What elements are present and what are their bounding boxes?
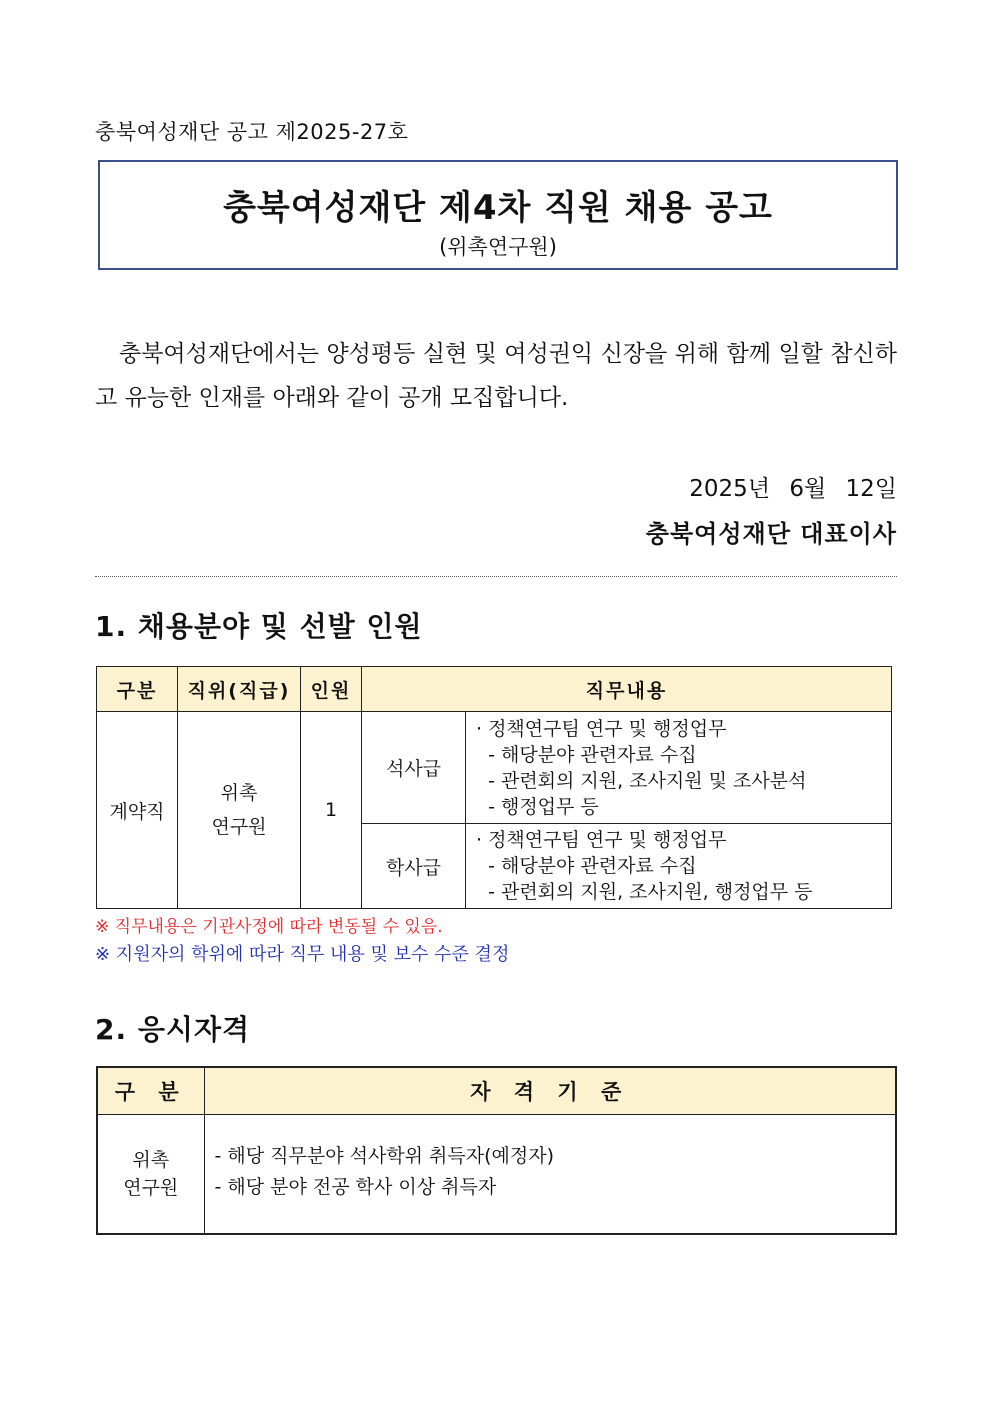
position-cell [178, 712, 301, 909]
qualification-table [96, 1066, 897, 1235]
page-subtitle: (위촉연구원) [439, 235, 557, 259]
header-position: 직위(직급) [178, 667, 301, 712]
duty-line: · 정책연구팀 연구 및 행정업무 [476, 829, 727, 851]
header-criteria: 자 격 기 준 [204, 1067, 896, 1115]
criteria-line: - 해당 직무분야 석사학위 취득자(예정자) [214, 1145, 555, 1167]
category-line1: 위촉 [132, 1149, 170, 1171]
criteria-line: - 해당 분야 전공 학사 이상 취득자 [214, 1176, 497, 1198]
section2-heading: 2. 응시자격 [95, 1013, 251, 1046]
duty-line: - 관련회의 지원, 조사지원 및 조사분석 [476, 769, 807, 792]
duty-line: - 관련회의 지원, 조사지원, 행정업무 등 [476, 881, 813, 903]
notice-date: 2025년 6월 12일 [689, 476, 897, 502]
duty-line: - 행정업무 등 [476, 795, 599, 818]
category-line2: 연구원 [123, 1177, 179, 1199]
table-header-row [97, 1067, 896, 1115]
duties-cell-bachelor [466, 824, 892, 909]
header-count: 인원 [301, 667, 362, 712]
table-header-row [97, 667, 892, 712]
page-title: 충북여성재단 제4차 직원 채용 공고 [223, 188, 773, 228]
grade-cell-bachelor: 학사급 [362, 824, 466, 909]
qualification-category-cell [97, 1115, 204, 1235]
duties-cell-master [466, 712, 892, 824]
category-cell: 계약직 [97, 712, 178, 909]
note-duties-change: ※ 직무내용은 기관사정에 따라 변동될 수 있음. [95, 917, 443, 937]
header-duties: 직무내용 [362, 667, 892, 712]
intro-paragraph: 충북여성재단에서는 양성평등 실현 및 여성권익 신장을 위해 함께 일할 참신하고 유능한 인재를 아래와 같이 공개 모집합니다. [95, 341, 897, 411]
duty-line: - 해당분야 관련자료 수집 [476, 855, 697, 877]
position-line1: 위촉 [220, 782, 258, 804]
count-cell: 1 [301, 712, 362, 909]
table-row [97, 712, 892, 824]
organization-signature: 충북여성재단 대표이사 [645, 520, 897, 548]
duty-line: - 해당분야 관련자료 수집 [476, 743, 697, 766]
section1-heading: 1. 채용분야 및 선발 인원 [95, 610, 423, 643]
title-box [98, 160, 898, 270]
grade-cell-master: 석사급 [362, 712, 466, 824]
position-line2: 연구원 [211, 816, 267, 838]
table-row [97, 1115, 896, 1235]
notice-number: 충북여성재단 공고 제2025-27호 [95, 120, 409, 144]
duty-line: · 정책연구팀 연구 및 행정업무 [476, 717, 727, 740]
recruitment-table [96, 666, 892, 909]
note-degree-based: ※ 지원자의 학위에 따라 직무 내용 및 보수 수준 결정 [95, 944, 510, 965]
divider [95, 576, 897, 577]
header-category: 구 분 [97, 1067, 204, 1115]
header-category: 구분 [97, 667, 178, 712]
qualification-criteria-cell [204, 1115, 896, 1235]
